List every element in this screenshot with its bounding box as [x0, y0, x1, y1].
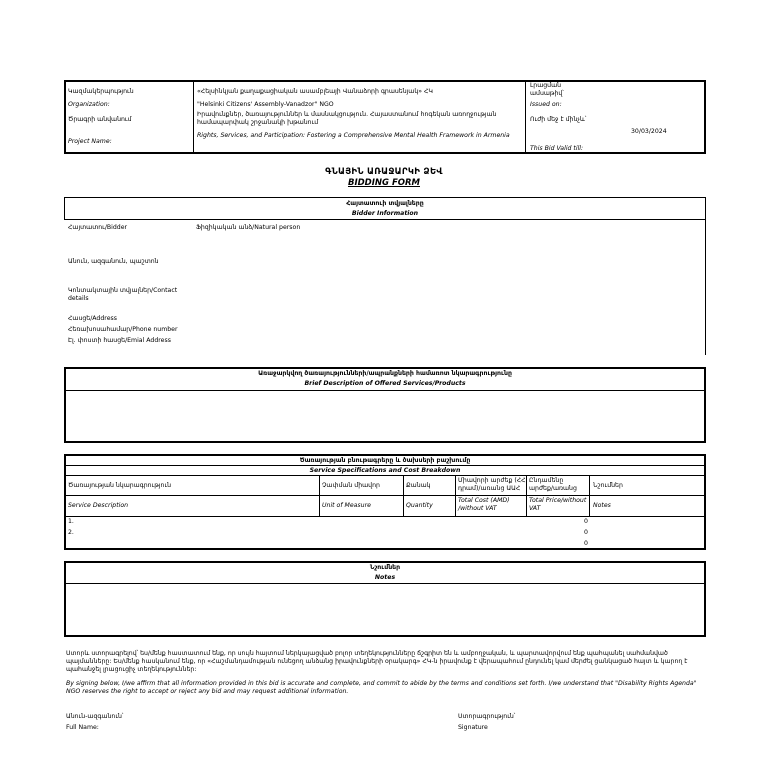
form-title-en: BIDDING FORM [347, 178, 420, 188]
description-heading-en: Brief Description of Offered Services/Products [304, 380, 466, 387]
email-label: Էլ. փոստի հասցե/Emial Address [68, 337, 171, 344]
specs-heading-hy: Ծառայության բնութագրերը և ծախսերի բաշխումը [299, 457, 471, 464]
affirmation-en: By signing below, I/we affirm that all information provided in this bid is accurate and complete, and commit to abide by the terms and conditions set forth. I/we understand that "Disability Rights Agenda" NGO reserves the right to accept or reject any bid and may request additional information. [66, 680, 697, 696]
table-row-total: 0 [584, 518, 588, 525]
specs-heading-en: Service Specifications and Cost Breakdown [309, 467, 461, 474]
table-row-number: 2. [68, 529, 74, 536]
project-label-hy: Ծրագրի անվանում [68, 116, 132, 123]
project-value-hy: Իրավունքներ, ծառայություններ և մասնակցություն. Հայաստանում հոգեկան առողջության համապարփակ շրջանակի խթանում [197, 111, 497, 126]
table-row-number: 1. [68, 518, 74, 525]
contact-details-label: Կոնտակտային տվյալներ/Contact details [68, 287, 178, 302]
contracting-label: Կազմակերպություն [68, 88, 134, 95]
bidder-heading-en: Bidder Information [351, 210, 419, 217]
bidder-value: Ֆիզիկական անձ/Natural person [196, 224, 301, 231]
valid-date: 30/03/2024 [631, 128, 667, 135]
valid-label-hy: Ուժի մեջ է մինչև՝ [530, 116, 587, 123]
col-en-total-price: Total Price/without VAT [529, 497, 587, 512]
col-hy-quantity: Քանակ [406, 482, 431, 489]
col-en-total-cost: Total Cost (AMD) /without VAT [458, 497, 510, 512]
table-row-total: 0 [584, 529, 588, 536]
col-en-quantity: Quantity [406, 502, 433, 509]
form-title-hy: ԳՆԱՅԻՆ ԱՌԱՋԱՐԿԻ ՁԵՎ [325, 167, 443, 177]
affirmation-hy: Ստորև ստորագրելով՝ ես/մենք հաստատում ենք, որ սույն հայտում ներկայացված բոլոր տեղեկությունները ճշգրիտ են և ամբողջական, և պարտավորվում ենք պահպանել սահմանված պայմանները: Ես/մենք հասկանում ենք, որ «Հաշմանդամության ունեցող անձանց իրավունքների օրակարգ» ՀԿ-ն իրավունք է վերապահում ընդունել կամ մերժել ցանկացած հայտ և կարող է պահանջել լրացուցիչ տեղեկություններ: [66, 650, 688, 674]
name-position-label: Անուն, ազգանուն, պաշտոն [68, 258, 159, 265]
contracting-value: «Հելսինկյան քաղաքացիական ասամբլեայի Վանաձորի գրասենյակ» ՀԿ [197, 88, 433, 95]
col-en-service-description: Service Description [68, 502, 129, 509]
organization-value: "Helsinki Citizens' Assembly-Vanadzor" NGO [197, 101, 334, 108]
notes-heading-en: Notes [374, 574, 396, 581]
full-name-label-en: Full Name: [66, 724, 99, 731]
col-hy-unit: Չափման միավոր [322, 482, 380, 489]
address-label: Հասցե/Address [68, 315, 117, 322]
signature-label-en: Signature [458, 724, 488, 731]
issued-label-en: Issued on: [530, 101, 562, 108]
bidder-label: Հայտատու/Bidder [68, 224, 128, 231]
col-hy-service-description: Ծառայության նկարագրություն [68, 482, 172, 489]
full-name-label-hy: Անուն-ազգանուն՝ [66, 713, 124, 720]
notes-heading-hy: Նշումներ [369, 564, 401, 571]
valid-label-en: This Bid Valid till: [530, 145, 584, 152]
project-value-en: Rights, Services, and Participation: Fostering a Comprehensive Mental Health Framework in Armenia [197, 132, 510, 139]
col-hy-notes: Նշումներ [593, 482, 623, 489]
bidder-heading-hy: Հայտատուի տվյալները [346, 200, 424, 207]
col-hy-unit-cost: Միավորի արժեք (ՀՀ դրամ)/առանց ԱԱՀ [458, 477, 526, 492]
col-en-notes: Notes [593, 502, 611, 509]
issued-label-hy: Լրացման ամսաթիվ՝ [530, 82, 564, 97]
table-row-total: 0 [584, 540, 588, 547]
organization-label: Organization: [68, 101, 110, 108]
project-label-en: Project Name: [68, 138, 112, 145]
col-en-unit: Unit of Measure [322, 502, 371, 509]
signature-label-hy: Ստորագրություն՝ [458, 713, 516, 720]
description-heading-hy: Առաջարկվող ծառայությունների/ապրանքների համառոտ նկարագրությունը [258, 370, 512, 377]
col-hy-total: Ընդամենը արժեք/առանց [529, 477, 577, 492]
phone-label: Հեռախոսահամար/Phone number [68, 326, 178, 333]
